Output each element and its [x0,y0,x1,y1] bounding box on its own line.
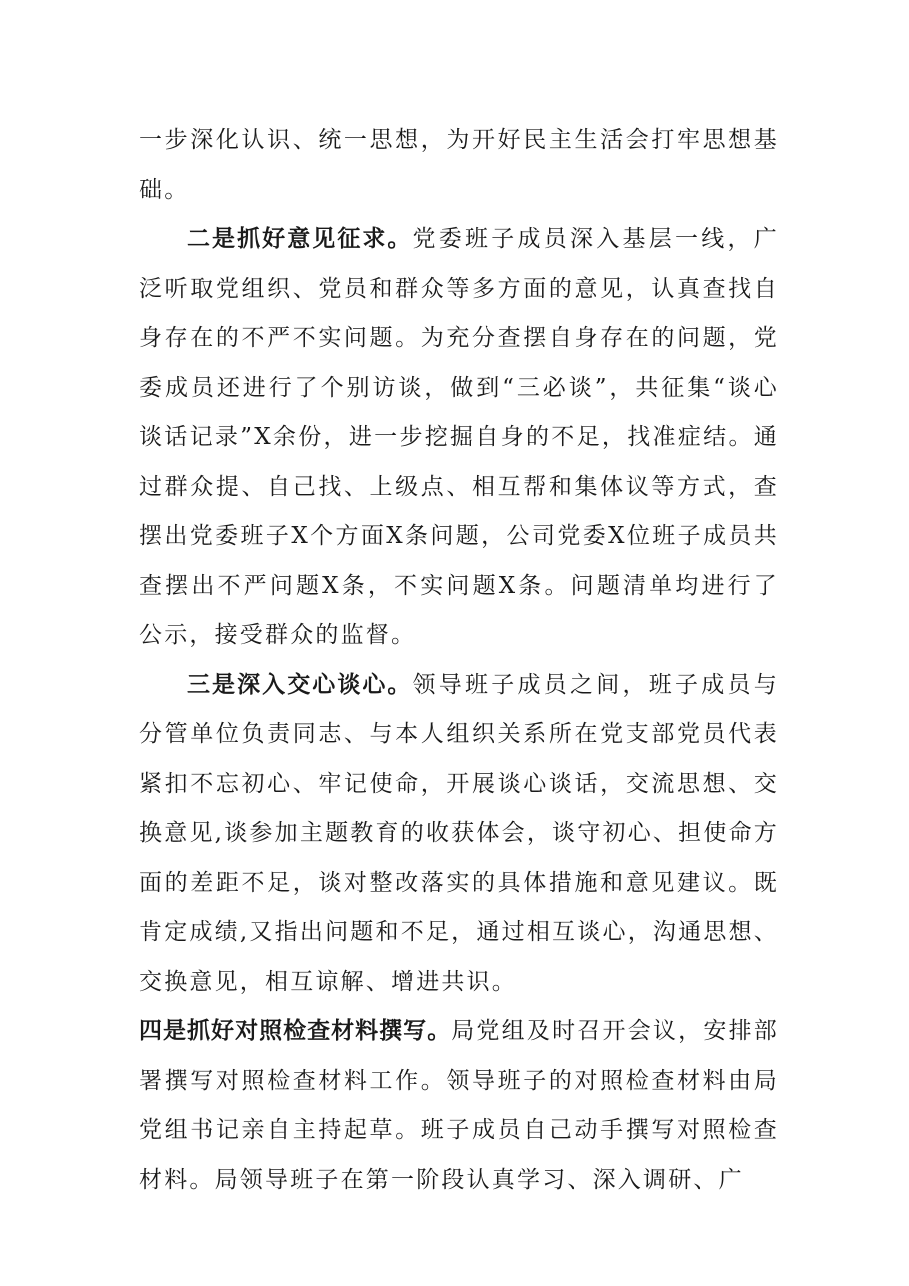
paragraph-point-3 [139,661,779,1008]
body-text [139,116,779,1205]
paragraph-point-2 [139,215,779,661]
paragraph-text: 一步深化认识、统一思想，为开好民主生活会打牢思想基础。 [139,127,779,203]
paragraph-heading: 二是抓好意见征求。 [187,226,413,252]
paragraph-heading: 三是深入交心谈心。 [187,671,413,698]
paragraph-continuation [139,116,779,215]
paragraph-text: 领导班子成员之间，班子成员与分管单位负责同志、与本人组织关系所在党支部党员代表紧扣不忘初心、牢记使命，开展谈心谈话，交流思想、交换意见,谈参加主题教育的收获体会，谈守初心、担使命方面的差距不足，谈对整改落实的具体措施和意见建议。既肯定成绩,又指出问题和不足，通过相互谈心，沟通思想、交换意见，相互谅解、增进共识。 [139,671,780,995]
paragraph-text: 党委班子成员深入基层一线，广泛听取党组织、党员和群众等多方面的意见，认真查找自身存在的不严不实问题。为充分查摆自身存在的问题，党委成员还进行了个别访谈，做到“三必谈”，共征集“谈心谈话记录”X余份，进一步挖掘自身的不足，找准症结。通过群众提、自己找、上级点、相互帮和集体议等方式，查摆出党委班子X个方面X条问题，公司党委X位班子成员共查摆出不严问题X条，不实问题X条。问题清单均进行了公示，接受群众的监督。 [139,226,780,648]
paragraph-heading: 四是抓好对照检查材料撰写。 [139,1018,452,1044]
paragraph-text: 局党组及时召开会议，安排部署撰写对照检查材料工作。领导班子的对照检查材料由局党组书记亲自主持起草。班子成员自己动手撰写对照检查材料。局领导班子在第一阶段认真学习、深入调研、广 [139,1018,779,1193]
paragraph-point-4 [139,1007,779,1205]
